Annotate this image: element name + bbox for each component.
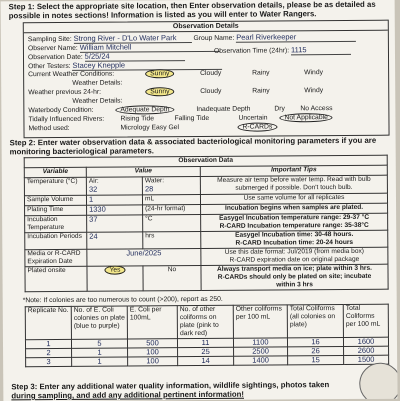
water-temp-cell[interactable]: [142, 176, 200, 194]
air-temp-value: 32: [88, 184, 98, 194]
plating-time-label: Plating Time: [25, 205, 87, 215]
replicate-cell[interactable]: 1400: [234, 356, 288, 365]
replicate-cell[interactable]: 500: [127, 339, 177, 348]
observation-date-label: Observation Date:: [27, 53, 83, 62]
method-rcards-option[interactable]: R-CARDs: [237, 122, 277, 131]
replicate-header-2: E. Coli per 100mL: [127, 306, 177, 339]
incubation-period-row: [25, 230, 388, 250]
replicate-cell[interactable]: 15: [288, 355, 344, 364]
method-label: Method used:: [28, 124, 70, 133]
current-weather-rainy-option[interactable]: Rainy: [252, 69, 270, 77]
plated-yes-option[interactable]: Yes: [105, 266, 126, 275]
temperature-tip-line2: submerged if possible. Don't touch bulb.: [235, 183, 353, 192]
observation-data-table: [24, 155, 389, 293]
other-testers-label: Other Testers:: [28, 62, 71, 71]
incubation-temp-value[interactable]: 37: [87, 215, 143, 232]
waterbody-no-access-option[interactable]: No Access: [300, 105, 333, 113]
waterbody-dry-option[interactable]: Dry: [274, 105, 285, 113]
replicate-cell[interactable]: 2600: [344, 346, 389, 355]
other-testers-row: [28, 60, 223, 71]
sampling-site-field[interactable]: Strong River - D'Lo Water Park: [74, 33, 192, 44]
plated-onsite-label: Plated onsite: [25, 266, 87, 291]
tidal-rising-option[interactable]: Rising Tide: [120, 115, 155, 123]
replicate-cell[interactable]: 5: [71, 339, 127, 348]
col-variable-header: Variable: [24, 167, 86, 177]
incubation-period-tip: [201, 230, 388, 248]
step2-line2: monitoring bacteriological parameters.: [9, 146, 154, 157]
current-weather-windy-option[interactable]: Windy: [304, 69, 324, 77]
weather-prev-label: Weather previous 24-hr:: [28, 88, 102, 97]
step3-line2: during sampling, and add any additional pertinent information!: [11, 389, 245, 401]
replicate-results-table: [25, 304, 389, 368]
colony-note: *Note: If colonies are too numerous to count (>200), report as 250.: [22, 295, 223, 305]
sample-volume-value[interactable]: 1: [86, 195, 142, 205]
observation-time-row: [214, 45, 351, 56]
sample-volume-unit: mL: [142, 194, 200, 204]
observation-time-label: Observation Time (24hr):: [213, 47, 290, 55]
replicate-header-0: Replicate No.: [25, 306, 71, 339]
expiration-tip-line2: R-CARD expiration date on original package: [229, 255, 360, 264]
step1-line2: possible in notes sections! Information is listed as you will enter to Water Rangers.: [8, 9, 317, 21]
replicate-header-1: No. of E. Coli colonies on plate (blue to purple): [71, 306, 127, 339]
plated-onsite-tip-line3: within 3 hrs: [276, 281, 313, 289]
weather-prev-cloudy-option[interactable]: Cloudy: [200, 87, 222, 95]
step3-line1: Step 3: Enter any additional water quality information, wildlife sightings, photos taken: [11, 380, 330, 392]
plated-no-cell[interactable]: [143, 265, 201, 290]
tidal-falling-option[interactable]: Falling Tide: [174, 114, 210, 123]
group-name-label: Group Name:: [193, 34, 235, 43]
incubation-temp-tip-line2: R-CARD Incubation temperature range: 35-38°C: [219, 221, 369, 230]
replicate-cell[interactable]: 100: [128, 348, 178, 357]
current-weather-cloudy-option[interactable]: Cloudy: [200, 69, 222, 77]
replicate-cell[interactable]: 14: [178, 356, 234, 365]
weather-details2-label: Weather Details:: [72, 97, 123, 105]
air-label: Air:: [88, 177, 99, 185]
replicate-header-6: Total Coliforms per 100 mL: [343, 304, 388, 337]
weather-details-label: Weather Details:: [72, 79, 123, 87]
air-temp-cell[interactable]: [86, 177, 142, 195]
temperature-tip: [200, 175, 387, 194]
step2-line1: Step 2: Enter water observation data & associated bacteriological monitoring parameters if you are: [9, 135, 377, 148]
tidal-uncertain-option[interactable]: Uncertain: [238, 114, 268, 122]
weather-prev-sunny-option[interactable]: Sunny: [145, 87, 174, 96]
replicate-cell[interactable]: 2: [26, 348, 72, 357]
observation-details-box: [23, 20, 390, 139]
col-value-header: Value: [86, 166, 200, 177]
incubation-temp-row: [25, 213, 388, 233]
expiration-value[interactable]: June/2025: [87, 248, 201, 266]
observer-name-label: Observer Name:: [27, 44, 78, 53]
replicate-header-5: Total Coliforms (all colonies on plate): [287, 304, 343, 337]
incubation-temp-tip-line1: Easygel Incubation temperature range: 29-37 °C: [219, 213, 370, 222]
plated-onsite-tip: [201, 264, 388, 290]
plating-time-unit: (24-hr format): [143, 204, 201, 214]
table-row: [26, 355, 389, 367]
incubation-temp-label: Incubation Temperature: [25, 215, 87, 232]
step1-line1: Step 1: Select the appropriate site location, then Enter observation details, please be as detailed as: [8, 0, 376, 12]
replicate-cell[interactable]: 25: [178, 347, 234, 356]
incubation-period-label: Incubation Periods: [25, 232, 87, 249]
current-weather-label: Current Weather Conditions:: [28, 70, 115, 79]
waterbody-label: Waterbody Condition:: [28, 106, 94, 115]
temperature-tip-line1: Measure air temp before water temp. Read with bulb: [217, 175, 371, 184]
current-weather-sunny-option[interactable]: Sunny: [145, 69, 174, 78]
temperature-label: Temperature (°C): [24, 177, 86, 195]
weather-prev-windy-option[interactable]: Windy: [304, 87, 324, 95]
replicate-cell[interactable]: 1: [72, 357, 128, 366]
sample-volume-label: Sample Volume: [24, 195, 86, 205]
replicate-header-4: Other coliforms per 100 mL: [233, 305, 287, 338]
plated-onsite-row: [25, 264, 388, 292]
replicate-cell[interactable]: 2500: [234, 347, 288, 356]
expiration-row: [25, 247, 388, 267]
replicate-cell[interactable]: 3: [26, 357, 72, 366]
replicate-header-row: [25, 304, 388, 340]
group-name-field[interactable]: Pearl Riverkeeper: [236, 32, 356, 43]
water-temp-value: 28: [144, 184, 154, 194]
plated-no-option[interactable]: No: [167, 266, 177, 274]
step3-instructions: [7, 380, 397, 401]
plated-onsite-tip-line2: R-CARDs should only be plated on site; incubate: [217, 272, 372, 281]
incubation-period-value[interactable]: 24: [87, 232, 143, 249]
sample-volume-tip: Use same volume for all replicates: [200, 193, 387, 204]
replicate-cell[interactable]: 1: [72, 348, 128, 357]
incubation-period-unit: hrs: [143, 231, 201, 248]
replicate-cell[interactable]: 1500: [344, 355, 389, 364]
weather-prev-rainy-option[interactable]: Rainy: [252, 87, 270, 95]
replicate-cell[interactable]: 11: [177, 338, 233, 347]
organization-seal: [359, 363, 397, 401]
step1-instructions: [5, 0, 397, 20]
water-label: Water:: [144, 177, 165, 185]
incubation-period-tip-line2: R-CARD Incubation time: 20-24 hours: [235, 238, 354, 247]
other-testers-field[interactable]: Stacey Knepple: [72, 60, 222, 71]
incubation-temp-tip: [201, 213, 388, 231]
incubation-period-tip-line1: Easygel Incubation time: 30-48 hours.: [235, 230, 354, 239]
replicate-header-3: No. of other coliforms on plate (pink to dark red): [177, 305, 233, 338]
sampling-site-label: Sampling Site:: [27, 35, 72, 44]
observation-date-field[interactable]: 5/25/24: [85, 51, 185, 62]
expiration-tip-line1: Use this date format: Jul/2019 (from media box): [224, 247, 365, 256]
plated-onsite-tip-line1: Always transport media on ice; plate within 3 hrs.: [216, 264, 373, 273]
tidal-label: Tidally Influenced Rivers:: [28, 115, 105, 124]
expiration-label: Media or R-CARD Expiration Date: [25, 249, 87, 266]
replicate-cell[interactable]: 1100: [233, 338, 287, 347]
step2-instructions: [6, 136, 398, 157]
waterbody-inadequate-option[interactable]: Inadequate Depth: [196, 105, 251, 114]
observer-name-field[interactable]: William Mitchell: [80, 42, 220, 53]
replicate-cell[interactable]: 26: [288, 346, 344, 355]
replicate-cell[interactable]: 100: [128, 357, 178, 366]
waterbody-adequate-option[interactable]: Adequate Depth: [115, 105, 174, 114]
observation-time-field[interactable]: 1115: [291, 45, 351, 55]
observation-details-title: Observation Details: [24, 21, 388, 34]
incubation-temp-unit: °C: [143, 214, 201, 231]
replicate-cell[interactable]: 1600: [343, 337, 388, 346]
method-easygel-option[interactable]: Micrology Easy Gel: [120, 124, 180, 132]
plating-time-value[interactable]: 1330: [87, 205, 143, 215]
plating-time-tip: Incubation begins when samples are plated.: [201, 203, 388, 214]
replicate-cell[interactable]: 1: [25, 339, 71, 348]
replicate-cell[interactable]: 16: [287, 337, 343, 346]
expiration-tip: [201, 247, 388, 265]
monitoring-form-page: [1, 0, 398, 401]
col-tips-header: Important Tips: [200, 165, 387, 176]
plated-yes-cell[interactable]: [87, 266, 143, 291]
tidal-not-applicable-option[interactable]: Not Applicable: [279, 113, 333, 122]
observation-data-title: Observation Data: [24, 155, 387, 168]
